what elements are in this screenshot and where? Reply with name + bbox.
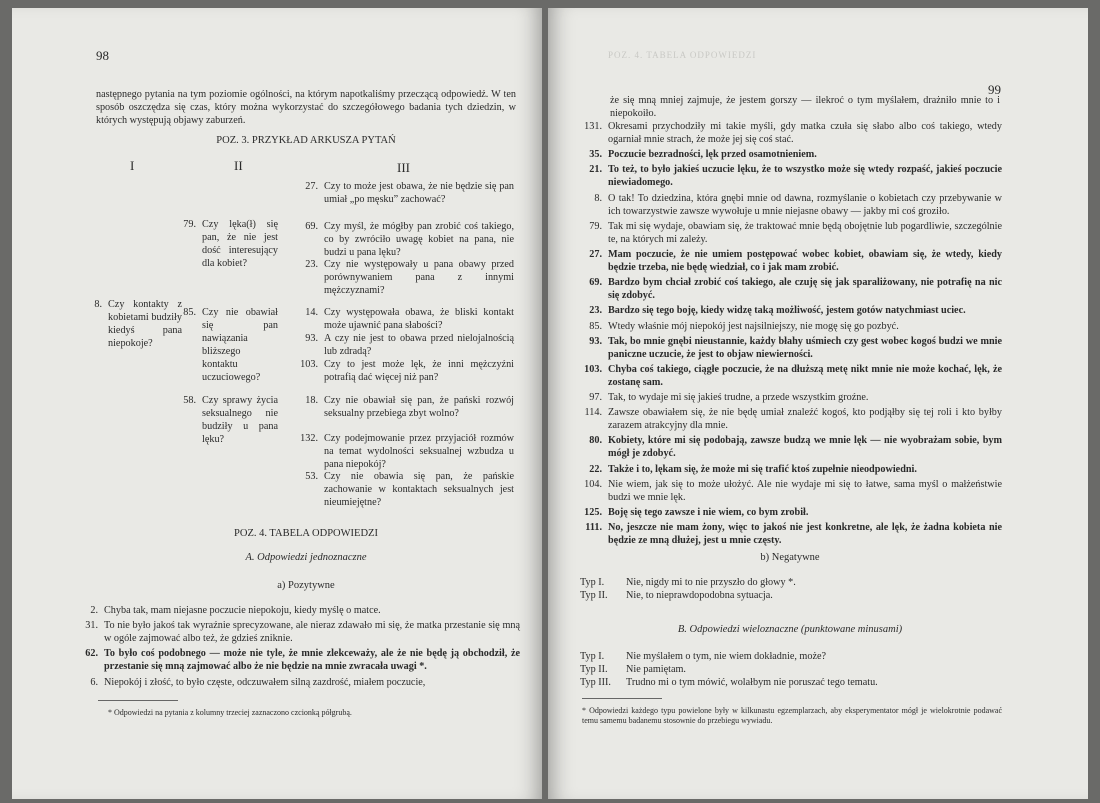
response-item (578, 406, 1002, 432)
ambiguous-list (580, 650, 1000, 689)
question-number: 69. (305, 221, 318, 232)
ambiguous-item (580, 663, 1000, 676)
response-text: Zawsze obawiałem się, że nie będę umiał znaleźć kogoś, kto podjąłby się tej roli i kto byłby zarazem atrakcyjny dla mnie. (608, 407, 1002, 432)
response-number: 114. (584, 407, 602, 419)
response-number: 103. (584, 363, 602, 375)
section-a-heading: A. Odpowiedzi jednoznaczne (245, 552, 367, 563)
response-item (578, 320, 1002, 333)
question-number: 93. (305, 333, 318, 344)
response-item (578, 163, 1002, 189)
type-label: Typ I. (580, 651, 605, 662)
question-text: A czy nie jest to obawa przed nielojalnością lub zdradą? (324, 333, 514, 357)
response-item (578, 220, 1002, 246)
response-number: 85. (589, 320, 602, 332)
question-col2 (172, 394, 292, 464)
question-number: 132. (300, 433, 318, 444)
negative-item (580, 576, 1000, 589)
response-item (74, 604, 520, 617)
response-text: Bardzo się tego boję, kiedy widzę taką możliwość, jestem gotów natychmiast uciec. (608, 305, 966, 317)
question-number: 53. (305, 471, 318, 482)
response-item (578, 434, 1002, 460)
response-item (578, 478, 1002, 504)
response-number: 93. (589, 335, 602, 347)
response-text: To nie było jakoś tak wyraźnie sprecyzowane, ale nieraz zdawało mi się, że matka przestanie się mną w ogóle zajmować albo też, że gdzieś zniknie. (104, 620, 520, 645)
response-text: Kobiety, które mi się podobają, zawsze budzą we mnie lęk — nie wyobrażam sobie, bym mógł je zdobyć. (608, 435, 1002, 460)
question-number: 27. (305, 181, 318, 192)
continuation-text: że się mną mniej zajmuje, że jestem gorszy — ilekroć o tym myślałem, drażniło mnie to i niepokoiło. (610, 95, 1000, 119)
response-number: 79. (589, 220, 602, 232)
response-text: Niepokój i złość, to było częste, odczuwałem silną zazdrość, miałem poczucie, (104, 676, 426, 688)
response-number: 80. (589, 435, 602, 447)
response-item (578, 120, 1002, 146)
question-col3 (294, 180, 518, 220)
question-text: Czy to jest może lęk, że inni mężczyźni potrafią dać więcej niż pan? (324, 359, 514, 383)
response-text: Także i to, lękam się, że może mi się trafić ktoś zupełnie nieodpowiedni. (608, 463, 917, 475)
response-item (74, 619, 520, 645)
type-text: Nie, nigdy mi to nie przyszło do głowy *. (626, 577, 796, 588)
response-item (578, 276, 1002, 302)
response-text: Tak, to wydaje mi się jakieś trudne, a przede wszystkim groźne. (608, 392, 869, 404)
response-number: 2. (90, 605, 98, 616)
response-text: O tak! To dziedzina, która gnębi mnie od dawna, rozmyślanie o kobietach czy przebywanie w ich towarzystwie zawsze wywołuje u mnie niejasne obawy — jakby mi coś groziło. (608, 192, 1002, 217)
question-text: Czy kontakty z kobietami budziły kiedyś pana niepokoje? (108, 299, 182, 349)
question-number: 79. (183, 219, 196, 230)
type-text: Nie, to nieprawdopodobna sytuacja. (626, 590, 773, 601)
question-number: 58. (183, 395, 196, 406)
response-item (74, 647, 520, 673)
question-col2 (172, 306, 292, 386)
response-item (578, 506, 1002, 519)
column-header-1: I (130, 158, 135, 173)
response-text: To było coś podobnego — może nie tyle, że mnie zlekceważy, ale że nie będę ją obchodził, że przestanie się mną zajmować albo że nie będzie na mnie zwracała uwagi *. (104, 648, 520, 673)
response-text: Mam poczucie, że nie umiem postępować wobec kobiet, obawiam się, że wtedy, kiedy będzie trzeba, nie będę wiedział, co i jak mam zrobić. (608, 248, 1002, 273)
ambiguous-item (580, 676, 1000, 689)
question-text: Czy to może jest obawa, że nie będzie się pan umiał „po męsku” zachować? (324, 181, 514, 205)
response-number: 97. (589, 392, 602, 404)
response-text: No, jeszcze nie mam żony, więc to jakoś nie jest konkretne, ale lęk, że żadna kobieta nie będzie ze mną dłużej, jest u mnie częsty. (608, 522, 1002, 547)
type-label: Typ I. (580, 577, 605, 588)
question-col3 (294, 394, 518, 434)
response-number: 131. (584, 121, 602, 132)
type-text: Nie myślałem o tym, nie wiem dokładnie, może? (626, 651, 827, 662)
left-page (12, 8, 542, 799)
question-text: Czy lęka(ł) się pan, że nie jest dość interesujący dla kobiet? (202, 219, 278, 269)
response-number: 69. (589, 277, 602, 289)
question-number: 8. (94, 299, 102, 310)
type-label: Typ II. (580, 664, 608, 675)
question-col3 (294, 258, 518, 298)
response-list-left (74, 604, 520, 691)
response-number: 125. (584, 507, 602, 518)
response-number: 21. (589, 164, 602, 176)
question-number: 18. (305, 395, 318, 406)
response-number: 22. (589, 463, 602, 475)
response-text: Chyba tak, mam niejasne poczucie niepokoju, kiedy myślę o matce. (104, 605, 381, 616)
right-page (548, 8, 1088, 799)
column-header-3: III (397, 160, 410, 175)
response-text: Nie wiem, jak się to może ułożyć. Ale nie wydaje mi się to łatwe, sama myśl o małżeństwie budzi we mnie lęk. (608, 478, 1002, 503)
question-col3 (294, 332, 518, 360)
question-text: Czy występowała obawa, że bliski kontakt może ujawnić pana słabości? (324, 307, 514, 331)
footnote-rule (98, 700, 178, 701)
response-item (578, 521, 1002, 547)
question-text: Czy nie obawia się pan, że pańskie zachowanie w kontaktach seksualnych jest nieumiejętne? (324, 471, 514, 508)
response-number: 27. (589, 248, 602, 260)
response-item (74, 676, 520, 689)
question-col3 (294, 432, 518, 472)
response-number: 62. (85, 648, 98, 660)
response-item (578, 304, 1002, 317)
response-item (578, 363, 1002, 389)
response-text: Bardzo bym chciał zrobić coś takiego, ale czuję się jak sparaliżowany, nie potrafię na nic się zdobyć. (608, 277, 1002, 302)
poz4-title: POZ. 4. TABELA ODPOWIEDZI (234, 528, 378, 539)
response-item (578, 148, 1002, 161)
question-text: Czy nie obawiał się pan, że pański rozwój seksualny przebiega zbyt wolno? (324, 395, 514, 419)
question-number: 103. (300, 359, 318, 370)
response-number: 6. (90, 676, 98, 688)
page-number-right: 99 (988, 82, 1001, 97)
question-col3 (294, 306, 518, 334)
page-number-left: 98 (96, 48, 109, 63)
question-number: 23. (305, 259, 318, 270)
running-head: POZ. 4. TABELA ODPOWIEDZI (608, 50, 757, 60)
response-text: To też, to było jakieś uczucie lęku, że to wszystko może się wtedy rozpaść, jakieś poczucie niewiadomego. (608, 164, 1002, 189)
question-text: Czy nie występowały u pana obawy przed porównywaniem pana z innymi mężczyznami? (324, 259, 514, 296)
question-text: Czy myśl, że mógłby pan zrobić coś takiego, co by zwróciło uwagę kobiet na pana, nie budzi u pana lęku? (324, 221, 514, 258)
question-col3 (294, 220, 518, 260)
response-text: Tak mi się wydaje, obawiam się, że traktować mnie będą obojętnie lub pogardliwie, szczególnie te, na których mi zależy. (608, 220, 1002, 245)
type-text: Nie pamiętam. (626, 664, 686, 675)
footnote-right: * Odpowiedzi każdego typu powielone były w kilkunastu egzemplarzach, aby eksperymentator mógł je wielokrotnie podawać temu samemu badanemu stosownie do przebiegu wywiadu. (582, 706, 1002, 725)
response-number: 111. (585, 522, 602, 534)
type-label: Typ II. (580, 590, 608, 601)
type-label: Typ III. (580, 677, 611, 688)
question-text: Czy podejmowanie przez przyjaciół rozmów na temat wydolności seksualnej wzbudza u pana niepokój? (324, 433, 514, 470)
question-text: Czy sprawy życia seksualnego nie budziły u pana lęku? (202, 395, 278, 445)
response-item (578, 335, 1002, 361)
subsection-positive-heading: a) Pozytywne (277, 580, 335, 591)
subsection-negative-heading: b) Negatywne (760, 552, 820, 563)
question-col3 (294, 470, 518, 510)
response-item (578, 192, 1002, 218)
response-item (578, 248, 1002, 274)
intro-paragraph: następnego pytania na tym poziomie ogólności, na którym napotkaliśmy przeczącą odpowiedź. W ten sposób oszczędza się czas, który można wykorzystać do szczegółowego badania tych dziedzin, w których występują objawy zaburzeń. (96, 89, 516, 126)
response-text: Okresami przychodziły mi takie myśli, gdy matka czuła się słabo albo coś takiego, wtedy ogarniał mnie strach, że może jej się coś stać. (608, 121, 1002, 145)
response-item (578, 463, 1002, 476)
response-number: 8. (594, 192, 602, 204)
ambiguous-item (580, 650, 1000, 663)
question-col1 (78, 298, 182, 358)
question-text: Czy nie obawiał się pan nawiązania bliższego kontaktu uczuciowego? (202, 307, 278, 383)
response-number: 104. (584, 478, 602, 490)
response-number: 35. (589, 149, 602, 161)
type-text: Trudno mi o tym mówić, wolałbym nie poruszać tego tematu. (626, 677, 878, 688)
footnote-rule (582, 698, 662, 699)
response-text: Wtedy właśnie mój niepokój jest najsilniejszy, nie mogę się go pozbyć. (608, 320, 899, 332)
footnote-left: * Odpowiedzi na pytania z kolumny trzeciej zaznaczono czcionką półgrubą. (108, 708, 352, 717)
question-col3 (294, 358, 518, 386)
negative-list (580, 576, 1000, 602)
response-number: 23. (589, 305, 602, 317)
negative-item (580, 589, 1000, 602)
response-text: Poczucie bezradności, lęk przed osamotnieniem. (608, 149, 817, 161)
poz3-title: POZ. 3. PRZYKŁAD ARKUSZA PYTAŃ (216, 135, 396, 146)
response-text: Boję się tego zawsze i nie wiem, co bym zrobił. (608, 507, 809, 518)
question-number: 14. (305, 307, 318, 318)
response-text: Tak, bo mnie gnębi nieustannie, każdy błahy uśmiech czy gest wobec kogoś budzi we mnie paniczne uczucie, że jest to objaw niewierności. (608, 335, 1002, 360)
response-number: 31. (85, 620, 98, 632)
column-header-2: II (234, 158, 243, 173)
question-number: 85. (183, 307, 196, 318)
section-b-heading: B. Odpowiedzi wieloznaczne (punktowane minusami) (677, 624, 903, 635)
response-text: Chyba coś takiego, ciągłe poczucie, że na dłuższą metę nikt mnie nie może kochać, lęk, że zostanę sam. (608, 363, 1002, 388)
response-item (578, 391, 1002, 404)
question-col2 (172, 218, 292, 288)
response-list-right (578, 120, 1002, 549)
